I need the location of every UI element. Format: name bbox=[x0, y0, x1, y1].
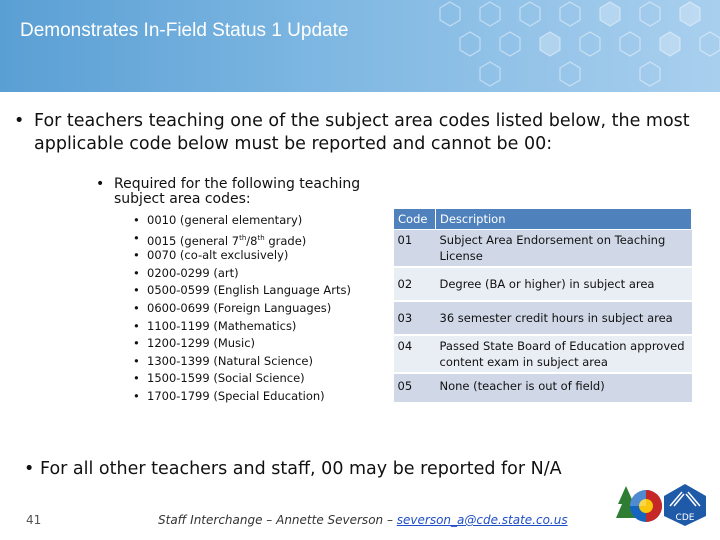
list-item: • 1700-1799 (Special Education) bbox=[133, 388, 351, 406]
cell-description: Degree (BA or higher) in subject area bbox=[436, 267, 692, 301]
table-row bbox=[394, 373, 692, 403]
list-item: • 0500-0599 (English Language Arts) bbox=[133, 282, 351, 300]
cell-description: 36 semester credit hours in subject area bbox=[436, 301, 692, 335]
main-bullet-2 bbox=[24, 458, 714, 481]
table-header-row bbox=[394, 209, 692, 230]
cde-logo-text: CDE bbox=[675, 513, 695, 523]
main-bullet-2-text: For all other teachers and staff, 00 may be reported for N/A bbox=[40, 459, 562, 479]
cell-code: 01 bbox=[394, 230, 436, 268]
code-description-table bbox=[393, 208, 692, 404]
footer-email-link[interactable]: severson_a@cde.state.co.us bbox=[396, 513, 568, 527]
column-header-code: Code bbox=[394, 209, 436, 230]
sub-bullet bbox=[96, 177, 396, 207]
footer-credit-text: Staff Interchange – Annette Severson – bbox=[158, 513, 397, 527]
cell-description: Subject Area Endorsement on Teaching License bbox=[436, 230, 692, 268]
main-bullet-1 bbox=[14, 110, 714, 156]
cde-logo-icon bbox=[660, 482, 710, 528]
list-item: • 0070 (co-alt exclusively) bbox=[133, 247, 351, 265]
list-item: • 0015 (general 7th/8th grade) bbox=[133, 230, 351, 248]
list-item: • 1100-1199 (Mathematics) bbox=[133, 318, 351, 336]
slide-title: Demonstrates In-Field Status 1 Update bbox=[20, 20, 349, 41]
subject-code-list bbox=[133, 212, 351, 406]
bullet-dot: • bbox=[14, 111, 25, 131]
table-row bbox=[394, 267, 692, 301]
page-number: 41 bbox=[26, 513, 42, 527]
table-row bbox=[394, 230, 692, 268]
list-item: • 0600-0699 (Foreign Languages) bbox=[133, 300, 351, 318]
list-item: • 1500-1599 (Social Science) bbox=[133, 370, 351, 388]
sub-bullet-text: Required for the following teaching subject area codes: bbox=[114, 176, 361, 207]
list-item: • 1300-1399 (Natural Science) bbox=[133, 353, 351, 371]
cell-code: 05 bbox=[394, 373, 436, 403]
hexagon-pattern-decoration bbox=[420, 0, 720, 92]
footer-credit bbox=[158, 513, 568, 527]
cell-code: 02 bbox=[394, 267, 436, 301]
title-banner bbox=[0, 0, 720, 92]
cell-description: Passed State Board of Education approved content exam in subject area bbox=[436, 335, 692, 373]
table-row bbox=[394, 335, 692, 373]
bullet-dot: • bbox=[96, 176, 105, 192]
column-header-description: Description bbox=[436, 209, 692, 230]
main-bullet-1-text: For teachers teaching one of the subject area codes listed below, the most applicable code below must be reported and cannot be 00: bbox=[34, 111, 690, 154]
bullet-dot: • bbox=[24, 459, 35, 479]
table-row bbox=[394, 301, 692, 335]
cell-code: 04 bbox=[394, 335, 436, 373]
colorado-logo-icon bbox=[614, 482, 664, 528]
list-item: • 0010 (general elementary) bbox=[133, 212, 351, 230]
cell-description: None (teacher is out of field) bbox=[436, 373, 692, 403]
list-item: • 1200-1299 (Music) bbox=[133, 335, 351, 353]
cell-code: 03 bbox=[394, 301, 436, 335]
list-item: • 0200-0299 (art) bbox=[133, 265, 351, 283]
